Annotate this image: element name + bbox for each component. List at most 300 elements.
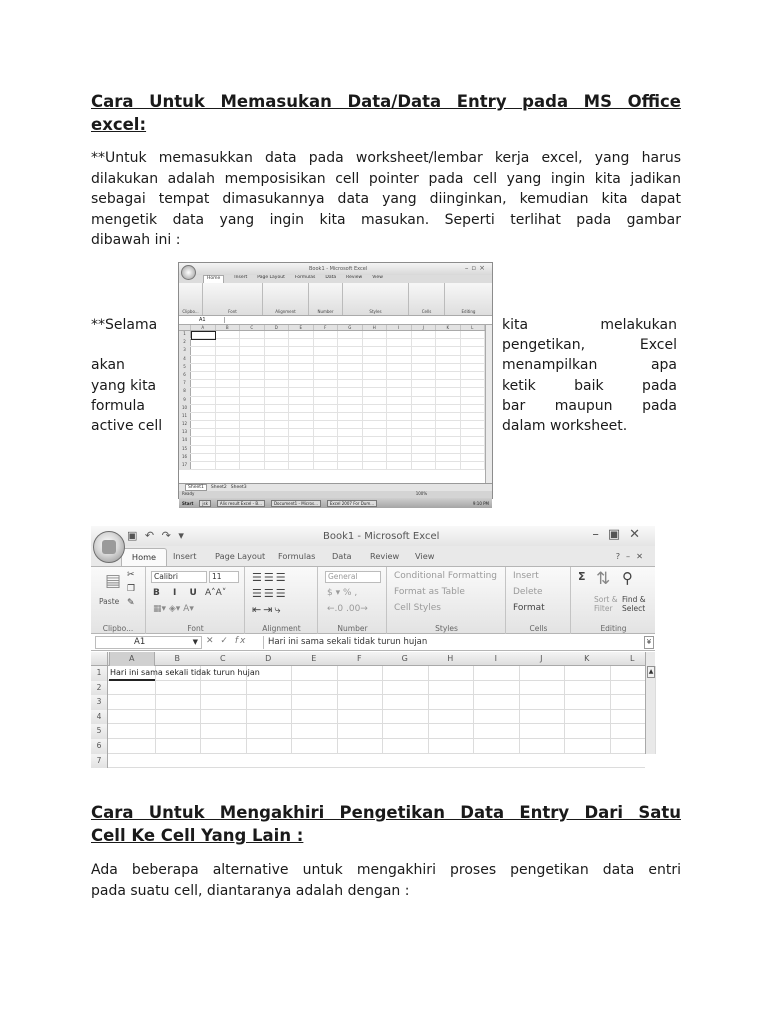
cell (240, 429, 265, 436)
cell (216, 339, 241, 346)
cell (314, 339, 339, 346)
cell (338, 380, 363, 387)
cell (240, 405, 265, 412)
cell (387, 421, 412, 428)
rows (179, 331, 492, 470)
row-number: 2 (179, 339, 191, 346)
table-row (179, 405, 492, 413)
wrap-line: ketik baik pada (502, 377, 677, 394)
cell (387, 372, 412, 379)
cell (265, 331, 290, 338)
cell (436, 429, 461, 436)
cell (412, 413, 437, 420)
cell (240, 364, 265, 371)
heading-line: Cell Ke Cell Yang Lain : (91, 826, 304, 845)
table-row (179, 372, 492, 380)
row-number: 3 (91, 695, 108, 710)
wrap-line: active cell (91, 417, 163, 434)
cell (412, 331, 437, 338)
cell (461, 397, 486, 404)
cell (240, 446, 265, 453)
cell (191, 372, 216, 379)
cell (240, 437, 265, 444)
row-number: 9 (179, 397, 191, 404)
copy-icon: ❐ (127, 584, 136, 594)
help-icon: ?–✕ (615, 551, 649, 561)
find-select-label: Find & Select (622, 595, 646, 613)
cell (191, 446, 216, 453)
office-button-icon (181, 265, 196, 280)
vertical-scrollbar (485, 325, 492, 483)
taskbar-item: Document1 - Micros... (271, 500, 321, 507)
table-row (91, 724, 645, 739)
column-headers (91, 652, 645, 666)
table-row (179, 364, 492, 372)
number-format-box: General (325, 571, 381, 583)
cell (314, 380, 339, 387)
row-number: 12 (179, 421, 191, 428)
cell (265, 413, 290, 420)
find-select-icon: ⚲ (622, 569, 633, 587)
heading-line: Cara Untuk Mengakhiri Pengetikan Data Entry Dari Satu (91, 803, 681, 822)
sheet-tabs (179, 483, 492, 491)
cell (338, 356, 363, 363)
cell (363, 429, 388, 436)
cell (240, 388, 265, 395)
tab-review: Review (346, 275, 363, 280)
group-number: Number (309, 283, 343, 315)
wrap-line: **Selama (91, 317, 158, 333)
conditional-formatting-label: Conditional Formatting (394, 571, 497, 581)
wrap-line: bar maupun pada (502, 397, 677, 414)
group-number: General $ ▾ % , ←.0 .00→ Number (319, 567, 387, 634)
cell (240, 339, 265, 346)
cell (461, 331, 486, 338)
table-row (179, 421, 492, 429)
window-title: Book1 - Microsoft Excel (309, 266, 368, 272)
window-titlebar (91, 526, 655, 546)
cell (387, 380, 412, 387)
format-painter-icon: ✎ (127, 598, 135, 608)
window-titlebar (179, 263, 492, 275)
cell (191, 339, 216, 346)
cell (265, 405, 290, 412)
cell (338, 339, 363, 346)
cell (387, 462, 412, 469)
cell (436, 405, 461, 412)
window-title: Book1 - Microsoft Excel (323, 531, 440, 542)
align-left-icon: ☰☰☰ (252, 587, 288, 600)
column-header: E (311, 654, 317, 663)
tab-data: Data (325, 275, 337, 280)
cell (314, 388, 339, 395)
cell (412, 462, 437, 469)
cell (363, 380, 388, 387)
cell (240, 331, 265, 338)
table-row (179, 413, 492, 421)
heading-line: Cara Untuk Memasukan Data/Data Entry pada MS Office (91, 92, 681, 111)
cell (191, 388, 216, 395)
cell (240, 454, 265, 461)
table-row (179, 380, 492, 388)
cell (363, 454, 388, 461)
align-top-icon: ☰☰☰ (252, 571, 288, 584)
wrap-line: akan (91, 357, 125, 374)
cell (338, 405, 363, 412)
cut-icon: ✂ (127, 570, 135, 580)
cell (461, 339, 486, 346)
cell (412, 356, 437, 363)
cell (216, 421, 241, 428)
tab-page-layout: Page Layout (257, 275, 285, 280)
row-number: 14 (179, 437, 191, 444)
row-number: 11 (179, 413, 191, 420)
group-clipboard: Clipbo... (179, 283, 203, 315)
cell (289, 364, 314, 371)
tab-home: Home (121, 548, 167, 566)
cell (191, 413, 216, 420)
cell (412, 429, 437, 436)
cell (436, 413, 461, 420)
cell (461, 356, 486, 363)
wrap-line: menampilkan apa (502, 357, 677, 374)
heading-end-entry (91, 801, 681, 847)
ribbon-tabs (179, 275, 492, 283)
cell (461, 462, 486, 469)
cell (436, 347, 461, 354)
cell (191, 356, 216, 363)
sort-filter-icon: ⇅ (596, 569, 611, 589)
cell (461, 372, 486, 379)
cell (363, 347, 388, 354)
cell (338, 347, 363, 354)
cell (289, 347, 314, 354)
cell (338, 364, 363, 371)
cell (216, 380, 241, 387)
heading-line: excel: (91, 115, 147, 134)
group-cells: Cells (409, 283, 445, 315)
row-number: 10 (179, 405, 191, 412)
column-header: L (630, 654, 635, 663)
cell (461, 364, 486, 371)
cell (387, 405, 412, 412)
tab-review: Review (370, 551, 400, 561)
cell (265, 388, 290, 395)
worksheet-grid (91, 652, 655, 765)
table-row (179, 339, 492, 347)
taskbar-item: Excel 2007 For Dum... (327, 500, 377, 507)
cell (387, 388, 412, 395)
cell (314, 437, 339, 444)
cell (363, 331, 388, 338)
table-row (179, 397, 492, 405)
cell (338, 372, 363, 379)
cell (265, 454, 290, 461)
cell (216, 437, 241, 444)
cell (216, 397, 241, 404)
cell (314, 421, 339, 428)
cell (387, 347, 412, 354)
excel-screenshot-large (91, 526, 655, 765)
font-name-box: Calibri (151, 571, 207, 583)
cell (265, 462, 290, 469)
cell (265, 339, 290, 346)
cell (461, 437, 486, 444)
paragraph-line: dilakukan adalah memposisikan cell pointer pada cell yang ingin kita jadikan (91, 170, 681, 187)
cell (436, 462, 461, 469)
start-button: Start (182, 500, 194, 506)
bold-italic-underline-icon: B I U (153, 588, 202, 598)
row-number: 1 (179, 331, 191, 338)
cell (436, 388, 461, 395)
cell (289, 380, 314, 387)
cell (314, 397, 339, 404)
tab-insert: Insert (234, 275, 248, 280)
formula-buttons-icon: ✕ ✓ fx (206, 636, 248, 646)
group-styles: Conditional Formatting Format as Table Cell Styles Styles (388, 567, 506, 634)
select-all-corner (91, 652, 108, 666)
tab-view: View (372, 275, 383, 280)
paste-icon: ▤ (105, 571, 122, 591)
row-number: 1 (91, 666, 108, 681)
cell (338, 429, 363, 436)
cell (265, 380, 290, 387)
table-row (179, 356, 492, 364)
cell (191, 364, 216, 371)
column-header: J (540, 654, 543, 663)
indent-icon: ⇤⇥⤷ (252, 603, 283, 616)
tab-insert: Insert (173, 551, 197, 561)
column-header: C (219, 654, 226, 663)
cell (461, 429, 486, 436)
cell (338, 462, 363, 469)
cell (412, 405, 437, 412)
row-number: 5 (179, 364, 191, 371)
status-bar (179, 491, 492, 498)
taskbar-item: Alis result Excel - B... (217, 500, 265, 507)
tab-formulas: Formulas (294, 275, 316, 280)
cell (289, 405, 314, 412)
table-row (91, 681, 645, 696)
wrap-line: formula (91, 397, 145, 414)
cell (412, 380, 437, 387)
cell (240, 462, 265, 469)
window-controls-icon: –▣✕ (592, 527, 649, 542)
formula-bar (179, 316, 492, 325)
cell-a1-value: Hari ini sama sekali tidak turun hujan (110, 668, 260, 677)
row-number: 17 (179, 462, 191, 469)
cell-styles-label: Cell Styles (394, 603, 441, 613)
cell (461, 421, 486, 428)
group-font: Font (203, 283, 263, 315)
cell (289, 462, 314, 469)
cell (289, 437, 314, 444)
wrap-line: pengetikan, Excel (502, 337, 677, 354)
cell (265, 421, 290, 428)
cell (436, 356, 461, 363)
sheet-tab: Sheet3 (230, 485, 247, 490)
column-header: D (265, 654, 272, 663)
cell (289, 339, 314, 346)
cell (338, 331, 363, 338)
cell (289, 356, 314, 363)
borders-fill-icon: ▦▾ ◈▾ A▾ (153, 604, 194, 614)
cell (265, 446, 290, 453)
cell (338, 388, 363, 395)
cell-pointer (191, 331, 216, 340)
cell (240, 397, 265, 404)
column-header: A (109, 652, 155, 666)
cell (412, 446, 437, 453)
group-alignment: ☰☰☰ ☰☰☰ ⇤⇥⤷ Alignment (246, 567, 318, 634)
cell (216, 356, 241, 363)
name-box: A1 (179, 317, 225, 323)
vertical-scrollbar (645, 652, 655, 754)
scroll-up-icon: ▲ (647, 666, 655, 678)
worksheet-grid (179, 325, 492, 483)
cell (338, 397, 363, 404)
cell (338, 413, 363, 420)
cell (436, 380, 461, 387)
heading-data-entry (91, 90, 681, 136)
column-headers: A B C D E F G H I J K L (179, 325, 492, 331)
cell (216, 446, 241, 453)
cell (387, 454, 412, 461)
cell (387, 339, 412, 346)
cell (240, 356, 265, 363)
cell (289, 413, 314, 420)
table-row (91, 710, 645, 725)
format-as-table-label: Format as Table (394, 587, 465, 597)
tab-view: View (415, 551, 435, 561)
cell (265, 429, 290, 436)
cell (436, 454, 461, 461)
cell (314, 372, 339, 379)
excel-screenshot-small (178, 262, 493, 506)
table-row (179, 331, 492, 339)
wrap-text-right (502, 315, 677, 436)
quick-access-toolbar-icon: ▣ ↶ ↷ ▾ (127, 529, 186, 542)
table-row (179, 388, 492, 396)
window-controls-icon: –▫× (464, 264, 488, 272)
row-number: 2 (91, 681, 108, 696)
cell (363, 356, 388, 363)
delete-label: Delete (513, 587, 543, 597)
cell (363, 372, 388, 379)
cell (338, 421, 363, 428)
office-button-icon (93, 531, 125, 563)
cell (265, 397, 290, 404)
cell (289, 421, 314, 428)
autosum-icon: Σ (578, 570, 586, 583)
cell (436, 364, 461, 371)
cell (191, 454, 216, 461)
row-number: 4 (179, 356, 191, 363)
wrap-line (91, 335, 171, 355)
zoom-level: 100% (415, 491, 428, 496)
paragraph-line: **Untuk memasukkan data pada worksheet/lembar kerja excel, yang harus (91, 150, 681, 166)
cell (461, 380, 486, 387)
row-number: 6 (91, 739, 108, 754)
ribbon (91, 566, 655, 634)
tab-page-layout: Page Layout (215, 551, 266, 561)
cell (314, 413, 339, 420)
cell (387, 364, 412, 371)
table-row (179, 454, 492, 462)
expand-formula-bar-icon: ¥ (644, 636, 654, 649)
cell (412, 372, 437, 379)
cell (191, 429, 216, 436)
cell (289, 397, 314, 404)
cell (387, 429, 412, 436)
table-row (91, 695, 645, 710)
taskbar-item: jsk (199, 500, 211, 507)
cell (314, 356, 339, 363)
currency-icon: $ ▾ % , (327, 588, 358, 598)
chevron-down-icon: ▼ (192, 638, 198, 646)
taskbar-clock: 9:10 PM (472, 500, 489, 506)
cell (338, 437, 363, 444)
cell (363, 339, 388, 346)
cell (216, 413, 241, 420)
column-header: K (584, 654, 590, 663)
row-number: 5 (91, 724, 108, 739)
cell (363, 405, 388, 412)
cell (412, 388, 437, 395)
cell (191, 405, 216, 412)
row-number: 7 (179, 380, 191, 387)
cell (289, 446, 314, 453)
tab-data: Data (332, 551, 352, 561)
cell (240, 372, 265, 379)
table-row (91, 754, 645, 769)
cell (363, 462, 388, 469)
row-number: 8 (179, 388, 191, 395)
cell (461, 347, 486, 354)
cell (216, 364, 241, 371)
cell (314, 446, 339, 453)
cell (436, 339, 461, 346)
cell (289, 372, 314, 379)
row-number: 4 (91, 710, 108, 725)
paragraph-line: mengetik data yang ingin kita masukan. Seperti terlihat pada gambar (91, 211, 681, 228)
table-row (179, 462, 492, 470)
cell (216, 372, 241, 379)
cell (191, 437, 216, 444)
group-alignment: Alignment (263, 283, 309, 315)
sheet-tab: Sheet1 (185, 484, 207, 491)
row-number: 13 (179, 429, 191, 436)
cell (265, 364, 290, 371)
grid-line (655, 666, 656, 754)
cell (412, 364, 437, 371)
alternatives-paragraph (91, 860, 681, 901)
group-clipboard: ▤ Paste ✂ ❐ ✎ Clipbo... (91, 567, 146, 634)
format-label: Format (513, 603, 545, 613)
cell (436, 397, 461, 404)
wrap-line: yang kita (91, 377, 157, 394)
paste-label: Paste (99, 597, 120, 606)
column-header: I (494, 654, 497, 663)
table-row (179, 429, 492, 437)
row-number: 7 (91, 754, 108, 769)
cell (363, 421, 388, 428)
column-header: H (447, 654, 454, 663)
cell (387, 331, 412, 338)
name-box: A1 ▼ (95, 636, 202, 649)
cell (461, 388, 486, 395)
cell (461, 454, 486, 461)
